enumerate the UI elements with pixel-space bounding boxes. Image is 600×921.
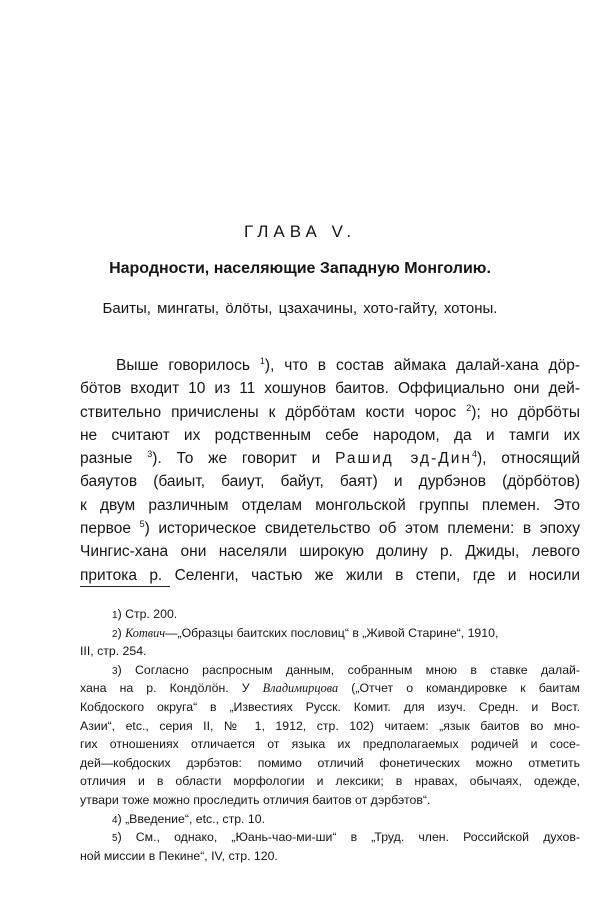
footnote-line: утвари тоже можно проследить отличия баитов от дэрбэтов“. xyxy=(80,792,431,807)
footnote-ref[interactable]: 5 xyxy=(139,519,145,530)
author-name: Котвич xyxy=(125,625,166,640)
body-line: притока р. Селенги, частью же жили в степи, где и носили xyxy=(80,566,580,584)
author-name: Владимирцова xyxy=(262,681,339,696)
spaced-name: Рашид эд-Дин xyxy=(335,450,472,468)
body-line: первое $^5$) историческое свидетельство об этом племени: в эпоху xyxy=(80,519,580,538)
footnote-ref[interactable]: 4 xyxy=(471,449,477,460)
body-line: Выше говорилось $^1$), что в состав аймака далай-хана дӧр- xyxy=(116,356,580,374)
chapter-title: Народности, населяющие Западную Монголию. xyxy=(109,260,491,277)
footnote-ref[interactable]: 3 xyxy=(147,449,153,460)
footnote-line: Азии“, etc., серия II, № 1, 1912, стр. 102) читаем: „язык баитов во мно- xyxy=(80,718,580,733)
footnote-1: 1) Стр. 200. xyxy=(112,607,178,621)
footnote-2: 2) Котвич—„Образцы баитских пословиц“ в „Живой Старине“, 1910, xyxy=(112,625,499,640)
footnote-line: III, стр. 254. xyxy=(80,644,147,659)
footnote-5: 5) См., однако, „Юань-чао-ми-ши“ в „Труд. член. Российской духов- xyxy=(112,830,580,845)
body-line: бӧтов входит 10 из 11 хошунов баитов. Оффициально они дей- xyxy=(80,380,580,398)
body-line: баяутов (баиыт, баиут, байут, баят) и дурбэнов (дӧрбӧтов) xyxy=(80,473,580,491)
body-line: не считают их родственным себе народом, да и тамги их xyxy=(80,426,580,444)
footnote-line: отличия и в области морфологии и лексики; в нравах, обычаях, одежде, xyxy=(80,774,580,789)
footnote-line: хана на р. Кондӧлӧн. У Владимирцова („Отчет о командировке к баитам xyxy=(80,681,580,696)
footnote-divider xyxy=(80,586,170,587)
body-text xyxy=(80,354,580,587)
body-line: Чингис-хана они населяли широкую долину р. Джиды, левого xyxy=(80,543,580,561)
footnote-4: 4) „Введение“, etc., стр. 10. xyxy=(112,811,265,826)
footnote-line: ной миссии в Пекине“, IV, стр. 120. xyxy=(80,848,278,863)
footnote-3: 3) Согласно распросным данным, собранным мною в ставке далай- xyxy=(112,662,580,677)
footnotes xyxy=(80,605,580,865)
chapter-subtitle: Баиты, мингаты, ӧлӧты, цзахачины, хото-гайту, хотоны. xyxy=(102,300,498,317)
footnote-ref[interactable]: 2 xyxy=(466,402,472,413)
chapter-heading: ГЛАВА V. xyxy=(243,222,357,241)
footnote-line: гих отношениях отличается от языка их предполагаемых родичей и сосе- xyxy=(80,737,580,752)
body-line: к двум различным отделам монгольской группы племен. Это xyxy=(80,496,580,514)
footnote-line: Кобдоского округа“ в „Известиях Русск. Комит. для изуч. Средн. и Вост. xyxy=(80,699,580,714)
body-line: ствительно причислены к дӧрбӧтам кости чорос $^2$); но дӧрбӧты xyxy=(80,402,580,421)
footnote-ref[interactable]: 1 xyxy=(259,356,265,366)
footnote-line: дей—кобдоских дэрбэтов: помимо отличий фонетических можно отметить xyxy=(80,755,580,770)
body-line: разные $^3$). То же говорит и Рашид эд-Дин$^4$), относящий xyxy=(80,449,580,468)
